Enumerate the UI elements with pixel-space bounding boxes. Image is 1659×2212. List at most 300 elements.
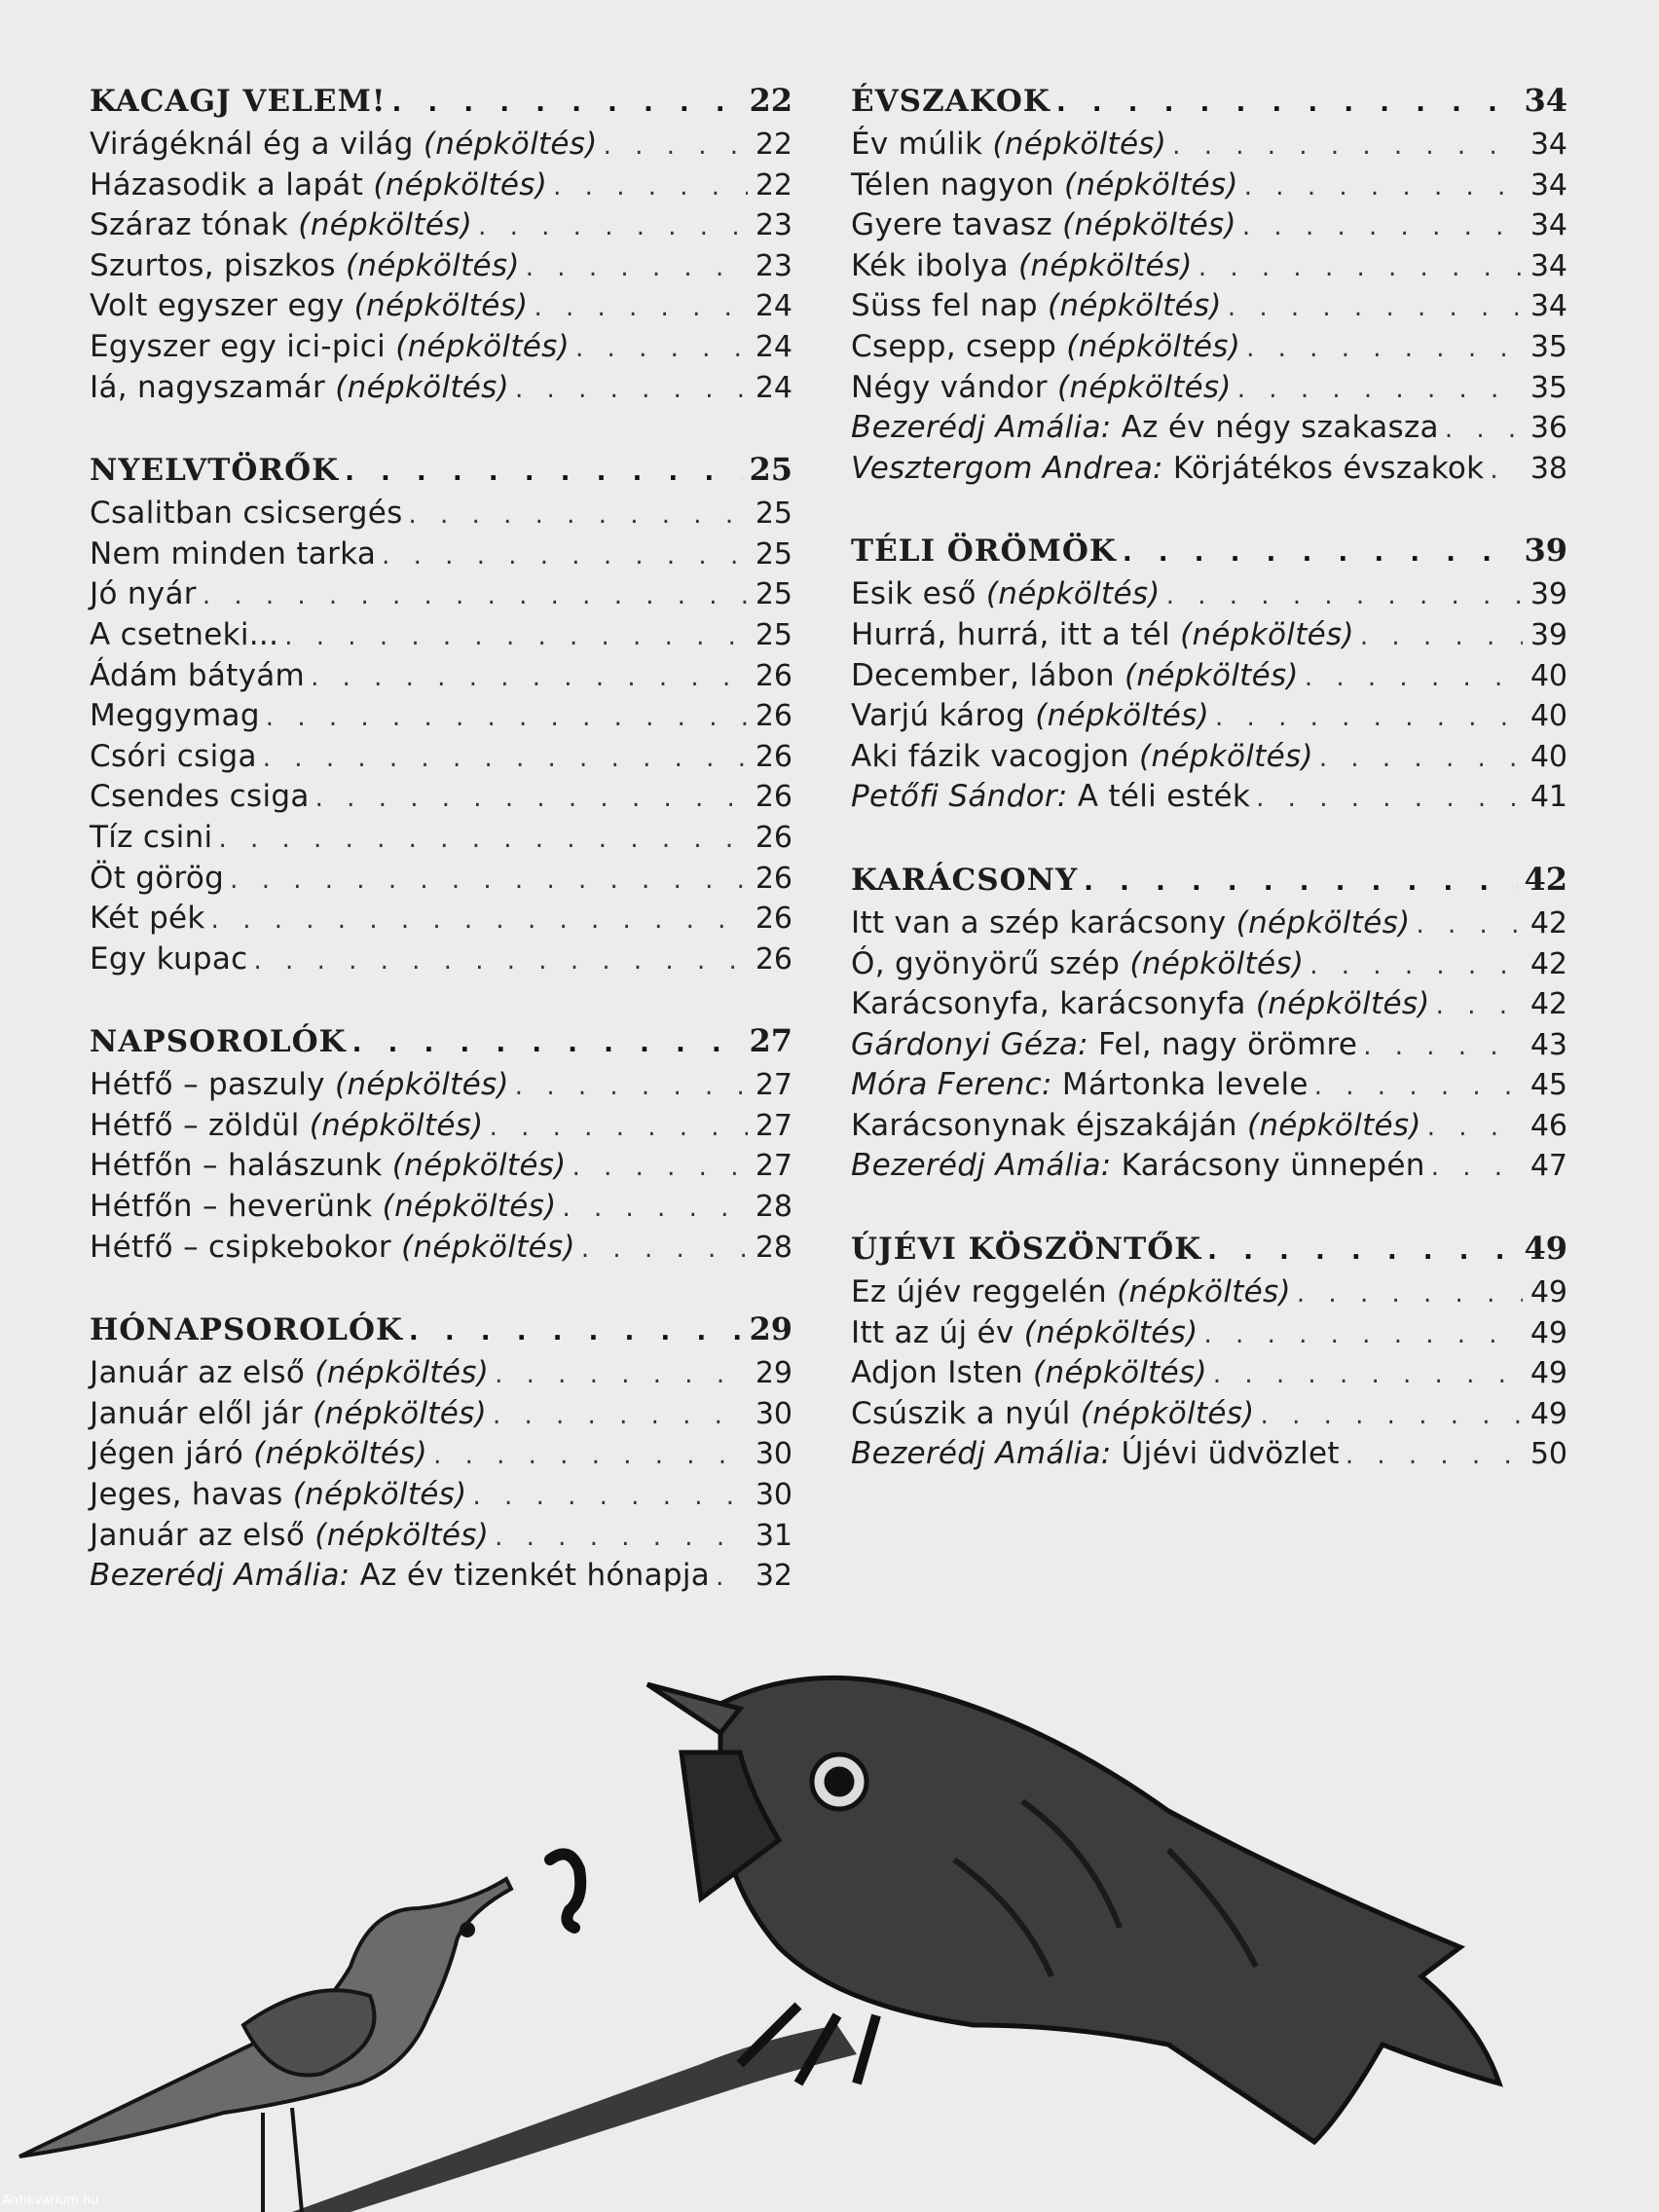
entry-title-group (90, 1396, 487, 1431)
entry-title: Varjú károg (851, 698, 1026, 734)
entry-page-number: 23 (755, 208, 793, 243)
entry-title: Egy kupac (90, 940, 248, 977)
entry-title-group (851, 576, 1161, 611)
toc-section (851, 82, 1567, 491)
section-page-number: 27 (749, 1022, 793, 1060)
entry-title: Év múlik (851, 127, 983, 162)
entry-page-number: 26 (755, 941, 793, 977)
toc-entry (90, 779, 793, 820)
entry-page-number: 50 (1530, 1437, 1567, 1472)
entry-title-group (851, 905, 1410, 940)
entry-title: Január az első (90, 1517, 306, 1553)
entry-note: (népköltés) (243, 1436, 428, 1472)
toc-entry (90, 288, 793, 329)
entry-title: Január elől jár (90, 1395, 304, 1431)
toc-entry (851, 1436, 1567, 1477)
toc-entry (851, 207, 1567, 248)
entry-title: Nem minden tarka (90, 535, 377, 571)
entry-title: A téli esték (1077, 779, 1251, 815)
entry-title: Kék ibolya (851, 247, 1009, 283)
entry-page-number: 34 (1530, 167, 1567, 203)
toc-section (90, 1022, 793, 1270)
entry-title: Hétfőn – heverünk (90, 1189, 373, 1225)
entry-page-number: 31 (755, 1518, 793, 1553)
section-heading-row (851, 532, 1567, 576)
toc-left-column (90, 82, 793, 1640)
leader-dots (495, 1523, 748, 1552)
entry-title-group (90, 1148, 567, 1183)
leader-dots (1360, 622, 1523, 651)
entry-title-group (851, 248, 1193, 283)
entry-note: (népköltés) (303, 1395, 487, 1431)
toc-entry (851, 167, 1567, 208)
entry-page-number: 49 (1530, 1356, 1567, 1391)
entry-title-group (851, 167, 1238, 203)
entry-title-group (851, 698, 1209, 733)
leader-dots (515, 375, 748, 404)
leader-dots (1207, 1236, 1518, 1266)
entry-title-group (851, 207, 1236, 242)
entry-title-group (851, 986, 1430, 1021)
toc-section (90, 1310, 793, 1599)
entry-note: (népköltés) (1169, 616, 1354, 652)
toc-entry (90, 820, 793, 861)
leader-dots (1244, 172, 1523, 202)
entry-title: Ádám bátyám (90, 657, 306, 693)
entry-title: Itt van a szép karácsony (851, 904, 1227, 940)
toc-entry (851, 779, 1567, 820)
toc-entry (90, 1189, 793, 1230)
toc-entry (90, 1477, 793, 1518)
entry-title-group (851, 1396, 1255, 1431)
entry-author: Gárdonyi Géza: (851, 1026, 1099, 1062)
leader-dots (1363, 1032, 1523, 1061)
toc-entry (90, 1436, 793, 1477)
leader-dots (1198, 253, 1523, 282)
toc-entry (851, 698, 1567, 739)
leader-dots (218, 825, 748, 854)
entry-title-group (851, 946, 1304, 981)
entry-title: Karácsonyfa, karácsonyfa (851, 986, 1246, 1022)
toc-entry (90, 1148, 793, 1189)
toc-entry (90, 698, 793, 739)
toc-entry (851, 1274, 1567, 1315)
entry-page-number: 35 (1530, 329, 1567, 364)
section-heading: NYELVTÖRŐK (90, 453, 340, 489)
leader-dots (716, 1563, 748, 1592)
toc-entry (90, 127, 793, 167)
toc-entry (851, 248, 1567, 289)
toc-entry (90, 617, 793, 658)
entry-note: (népköltés) (1022, 1355, 1207, 1391)
toc-entry (90, 1230, 793, 1271)
entry-title-group (851, 1355, 1207, 1390)
entry-note: (népköltés) (1053, 166, 1238, 203)
entry-note: (népköltés) (1047, 369, 1232, 405)
entry-title-group (90, 329, 570, 364)
leader-dots (433, 1441, 748, 1470)
entry-page-number: 32 (755, 1559, 793, 1594)
toc-entry (90, 167, 793, 208)
toc-entry (851, 410, 1567, 451)
entry-title: Fel, nagy örömre (1098, 1026, 1358, 1062)
toc-section (90, 451, 793, 981)
section-heading-row (851, 82, 1567, 127)
entry-title-group (851, 779, 1250, 814)
entry-title-group (90, 1067, 509, 1102)
entry-title: Csepp, csepp (851, 328, 1057, 364)
entry-title-group (851, 739, 1313, 774)
section-page-number: 25 (749, 451, 793, 489)
entry-title: Tíz csini (90, 819, 213, 855)
entry-page-number: 26 (755, 902, 793, 937)
entry-page-number: 42 (1530, 905, 1567, 940)
entry-note: (népköltés) (372, 1189, 557, 1225)
entry-author: Bezerédj Amália: (851, 410, 1122, 446)
leader-dots (1431, 1153, 1523, 1182)
entry-page-number: 49 (1530, 1315, 1567, 1350)
entry-title-group (90, 536, 376, 571)
leader-dots (1215, 703, 1523, 732)
leader-dots (1305, 663, 1523, 692)
entry-author: Móra Ferenc: (851, 1067, 1062, 1103)
leader-dots (1319, 744, 1523, 773)
entry-note: (népköltés) (305, 1517, 490, 1553)
entry-title: Csendes csiga (90, 779, 310, 815)
section-heading: ÉVSZAKOK (851, 84, 1051, 119)
entry-page-number: 39 (1530, 577, 1567, 612)
leader-dots (263, 744, 748, 773)
entry-note: (népköltés) (299, 1107, 484, 1143)
entry-note: (népköltés) (1226, 904, 1411, 940)
toc-entry (851, 451, 1567, 492)
section-heading: TÉLI ÖRÖMÖK (851, 534, 1117, 570)
toc-entry (90, 329, 793, 370)
toc-entry (90, 248, 793, 289)
entry-page-number: 25 (755, 497, 793, 532)
entry-page-number: 28 (755, 1230, 793, 1265)
entry-title-group (851, 127, 1166, 162)
entry-page-number: 24 (755, 329, 793, 364)
entry-page-number: 39 (1530, 617, 1567, 652)
entry-title-group (90, 779, 310, 814)
section-page-number: 42 (1524, 860, 1567, 898)
entry-title-group (90, 1477, 467, 1512)
entry-title: Iá, nagyszamár (90, 369, 326, 405)
entry-note: (népköltés) (363, 166, 548, 203)
entry-note: (népköltés) (1114, 657, 1299, 693)
entry-title-group (90, 617, 278, 652)
entry-page-number: 23 (755, 248, 793, 283)
toc-section (851, 1230, 1567, 1477)
entry-title: Csúszik a nyúl (851, 1395, 1071, 1431)
entry-title: Hétfő – csipkebokor (90, 1229, 391, 1265)
leader-dots (1445, 415, 1523, 444)
entry-title-group (851, 451, 1484, 486)
entry-title-group (90, 496, 403, 531)
section-heading-row (90, 1310, 793, 1355)
leader-dots (562, 1194, 748, 1223)
entry-title-group (90, 370, 509, 405)
leader-dots (1228, 293, 1523, 322)
entry-title-group (90, 1436, 427, 1471)
entry-page-number: 49 (1530, 1275, 1567, 1310)
entry-title-group (90, 698, 260, 733)
toc-entry (851, 658, 1567, 699)
leader-dots (1246, 334, 1523, 363)
leader-dots (1123, 538, 1519, 568)
entry-note: (népköltés) (288, 207, 473, 243)
entry-title: Az év tizenkét hónapja (359, 1558, 711, 1594)
toc-entry (90, 901, 793, 941)
leader-dots (581, 1235, 748, 1264)
leader-dots (1242, 212, 1523, 241)
entry-title-group (90, 127, 598, 162)
entry-title: Virágéknál ég a világ (90, 127, 414, 162)
entry-page-number: 26 (755, 861, 793, 896)
toc-entry (90, 370, 793, 411)
entry-page-number: 40 (1530, 699, 1567, 734)
entry-title-group (90, 658, 305, 693)
entry-note: (népköltés) (1245, 986, 1430, 1022)
entry-title-group (851, 329, 1240, 364)
entry-title: Az év négy szakasza (1121, 410, 1439, 446)
toc-entry (851, 905, 1567, 946)
entry-page-number: 25 (755, 617, 793, 652)
entry-page-number: 42 (1530, 987, 1567, 1022)
toc-entry (851, 617, 1567, 658)
entry-note: (népköltés) (305, 1355, 490, 1391)
toc-entry (851, 1315, 1567, 1356)
entry-title-group (90, 820, 212, 855)
toc-entry (90, 496, 793, 536)
entry-note: (népköltés) (1037, 288, 1222, 324)
entry-title: Öt görög (90, 860, 225, 896)
toc-entry (90, 576, 793, 617)
entry-page-number: 22 (755, 167, 793, 203)
entry-title-group (851, 1148, 1425, 1183)
entry-page-number: 27 (755, 1068, 793, 1103)
entry-title: Egyszer egy ici-pici (90, 328, 387, 364)
entry-title: Két pék (90, 901, 205, 937)
entry-author: Petőfi Sándor: (851, 779, 1078, 815)
entry-title-group (90, 1355, 489, 1390)
toc-section (90, 82, 793, 410)
leader-dots (409, 500, 748, 530)
leader-dots (478, 212, 748, 241)
entry-title-group (851, 658, 1299, 693)
section-page-number: 39 (1524, 532, 1567, 570)
toc-entry (90, 739, 793, 780)
entry-note: (népköltés) (1106, 1274, 1291, 1310)
leader-dots (1256, 784, 1523, 813)
leader-dots (284, 622, 748, 651)
entry-title: Csóri csiga (90, 738, 257, 774)
leader-dots (1056, 89, 1519, 118)
entry-title-group (90, 576, 197, 611)
entry-title-group (90, 1558, 710, 1593)
toc-entry (90, 658, 793, 699)
entry-title-group (90, 739, 257, 774)
entry-title: December, lábon (851, 657, 1115, 693)
entry-title: A csetneki... (90, 616, 279, 652)
entry-title: Január az első (90, 1355, 306, 1391)
entry-page-number: 26 (755, 780, 793, 815)
section-heading-row (90, 1022, 793, 1067)
leader-dots (1309, 951, 1523, 980)
entry-title: Jó nyár (90, 576, 197, 612)
entry-title-group (851, 288, 1222, 323)
worm (550, 1854, 580, 1928)
entry-page-number: 25 (755, 536, 793, 571)
toc-entry (851, 1355, 1567, 1396)
entry-title-group (90, 288, 528, 323)
section-heading: HÓNAPSOROLÓK (90, 1312, 403, 1348)
toc-right-column (851, 82, 1567, 1518)
leader-dots (352, 1029, 744, 1058)
section-heading: ÚJÉVI KÖSZÖNTŐK (851, 1232, 1202, 1268)
entry-title: Négy vándor (851, 369, 1048, 405)
entry-note: (népköltés) (1070, 1395, 1255, 1431)
entry-note: (népköltés) (386, 328, 571, 364)
leader-dots (382, 541, 748, 571)
entry-note: (népköltés) (1051, 207, 1236, 243)
toc-entry (90, 536, 793, 577)
toc-entry (90, 207, 793, 248)
leader-dots (572, 1153, 748, 1182)
section-heading-row (90, 451, 793, 496)
entry-page-number: 34 (1530, 128, 1567, 162)
toc-entry (851, 739, 1567, 780)
entry-author: Bezerédj Amália: (851, 1148, 1122, 1184)
entry-page-number: 36 (1530, 411, 1567, 446)
section-heading: NAPSOROLÓK (90, 1024, 347, 1060)
entry-note: (népköltés) (335, 247, 520, 283)
toc-entry (851, 370, 1567, 411)
entry-title-group (851, 410, 1439, 445)
entry-title: Jégen járó (90, 1436, 244, 1472)
entry-title-group (851, 1067, 1309, 1102)
entry-title: Hétfő – zöldül (90, 1107, 300, 1143)
leader-dots (203, 581, 748, 610)
leader-dots (1314, 1072, 1523, 1101)
entry-note: (népköltés) (325, 369, 510, 405)
entry-title-group (851, 1108, 1421, 1143)
toc-entry (851, 1148, 1567, 1189)
entry-page-number: 24 (755, 370, 793, 405)
entry-note: (népköltés) (324, 1067, 509, 1103)
leader-dots (604, 131, 748, 161)
entry-title: Száraz tónak (90, 207, 289, 243)
entry-title-group (851, 1027, 1357, 1062)
entry-title: Gyere tavasz (851, 207, 1052, 243)
entry-page-number: 24 (755, 289, 793, 324)
leader-dots (266, 703, 748, 732)
entry-note: (népköltés) (382, 1148, 567, 1184)
entry-title-group (90, 1518, 489, 1553)
entry-title-group (851, 1436, 1340, 1471)
section-page-number: 29 (749, 1310, 793, 1348)
section-heading-row (90, 82, 793, 127)
leader-dots (1490, 456, 1523, 485)
entry-title: Mártonka levele (1061, 1067, 1309, 1103)
entry-note: (népköltés) (982, 127, 1167, 162)
entry-title-group (90, 941, 248, 977)
entry-page-number: 30 (755, 1396, 793, 1431)
entry-title: Meggymag (90, 698, 260, 734)
entry-title: Volt egyszer egy (90, 288, 345, 324)
toc-entry (90, 941, 793, 982)
leader-dots (495, 1360, 748, 1389)
toc-entry (851, 329, 1567, 370)
entry-title-group (851, 1315, 1198, 1350)
entry-note: (népköltés) (976, 576, 1161, 612)
entry-note: (népköltés) (1014, 1314, 1198, 1350)
leader-dots (1416, 910, 1523, 940)
leader-dots (515, 1072, 748, 1101)
entry-author: Bezerédj Amália: (851, 1436, 1122, 1472)
entry-title: Itt az új év (851, 1314, 1014, 1350)
entry-author: Vesztergom Andrea: (851, 450, 1173, 486)
entry-page-number: 47 (1530, 1149, 1567, 1184)
leader-dots (391, 89, 743, 118)
entry-page-number: 34 (1530, 208, 1567, 243)
leader-dots (1204, 1320, 1523, 1349)
birds-illustration (0, 1655, 1659, 2212)
toc-entry (90, 1396, 793, 1437)
entry-page-number: 27 (755, 1108, 793, 1143)
entry-page-number: 46 (1530, 1108, 1567, 1143)
toc-entry (851, 288, 1567, 329)
leader-dots (1346, 1441, 1523, 1470)
leader-dots (311, 663, 748, 692)
entry-note: (népköltés) (1120, 945, 1305, 981)
entry-title: Körjátékos évszakok (1172, 450, 1485, 486)
entry-page-number: 42 (1530, 946, 1567, 981)
entry-author: Bezerédj Amália: (90, 1558, 360, 1594)
entry-note: (népköltés) (390, 1229, 575, 1265)
leader-dots (211, 905, 748, 935)
entry-page-number: 43 (1530, 1027, 1567, 1062)
toc-entry (851, 986, 1567, 1027)
entry-note: (népköltés) (1025, 698, 1210, 734)
entry-title: Újévi üdvözlet (1121, 1436, 1340, 1472)
leader-dots (575, 334, 748, 363)
toc-entry (851, 1067, 1567, 1108)
toc-section (851, 861, 1567, 1189)
entry-page-number: 41 (1530, 780, 1567, 815)
toc-entry (90, 1108, 793, 1149)
toc-entry (90, 1067, 793, 1108)
section-page-number: 49 (1524, 1230, 1567, 1268)
leader-dots (553, 172, 748, 202)
entry-title-group (90, 1230, 575, 1265)
leader-dots (493, 1401, 748, 1430)
entry-note: (népköltés) (1008, 247, 1193, 283)
section-heading-row (851, 1230, 1567, 1274)
leader-dots (1166, 581, 1523, 610)
entry-page-number: 34 (1530, 289, 1567, 324)
leader-dots (1084, 867, 1518, 897)
entry-page-number: 34 (1530, 248, 1567, 283)
entry-title-group (851, 1274, 1291, 1309)
entry-title: Hétfő – paszuly (90, 1067, 325, 1103)
section-heading: KARÁCSONY (851, 862, 1079, 898)
toc-entry (90, 1518, 793, 1559)
leader-dots (1261, 1401, 1523, 1430)
leader-dots (1213, 1360, 1523, 1389)
entry-title: Jeges, havas (90, 1477, 283, 1513)
